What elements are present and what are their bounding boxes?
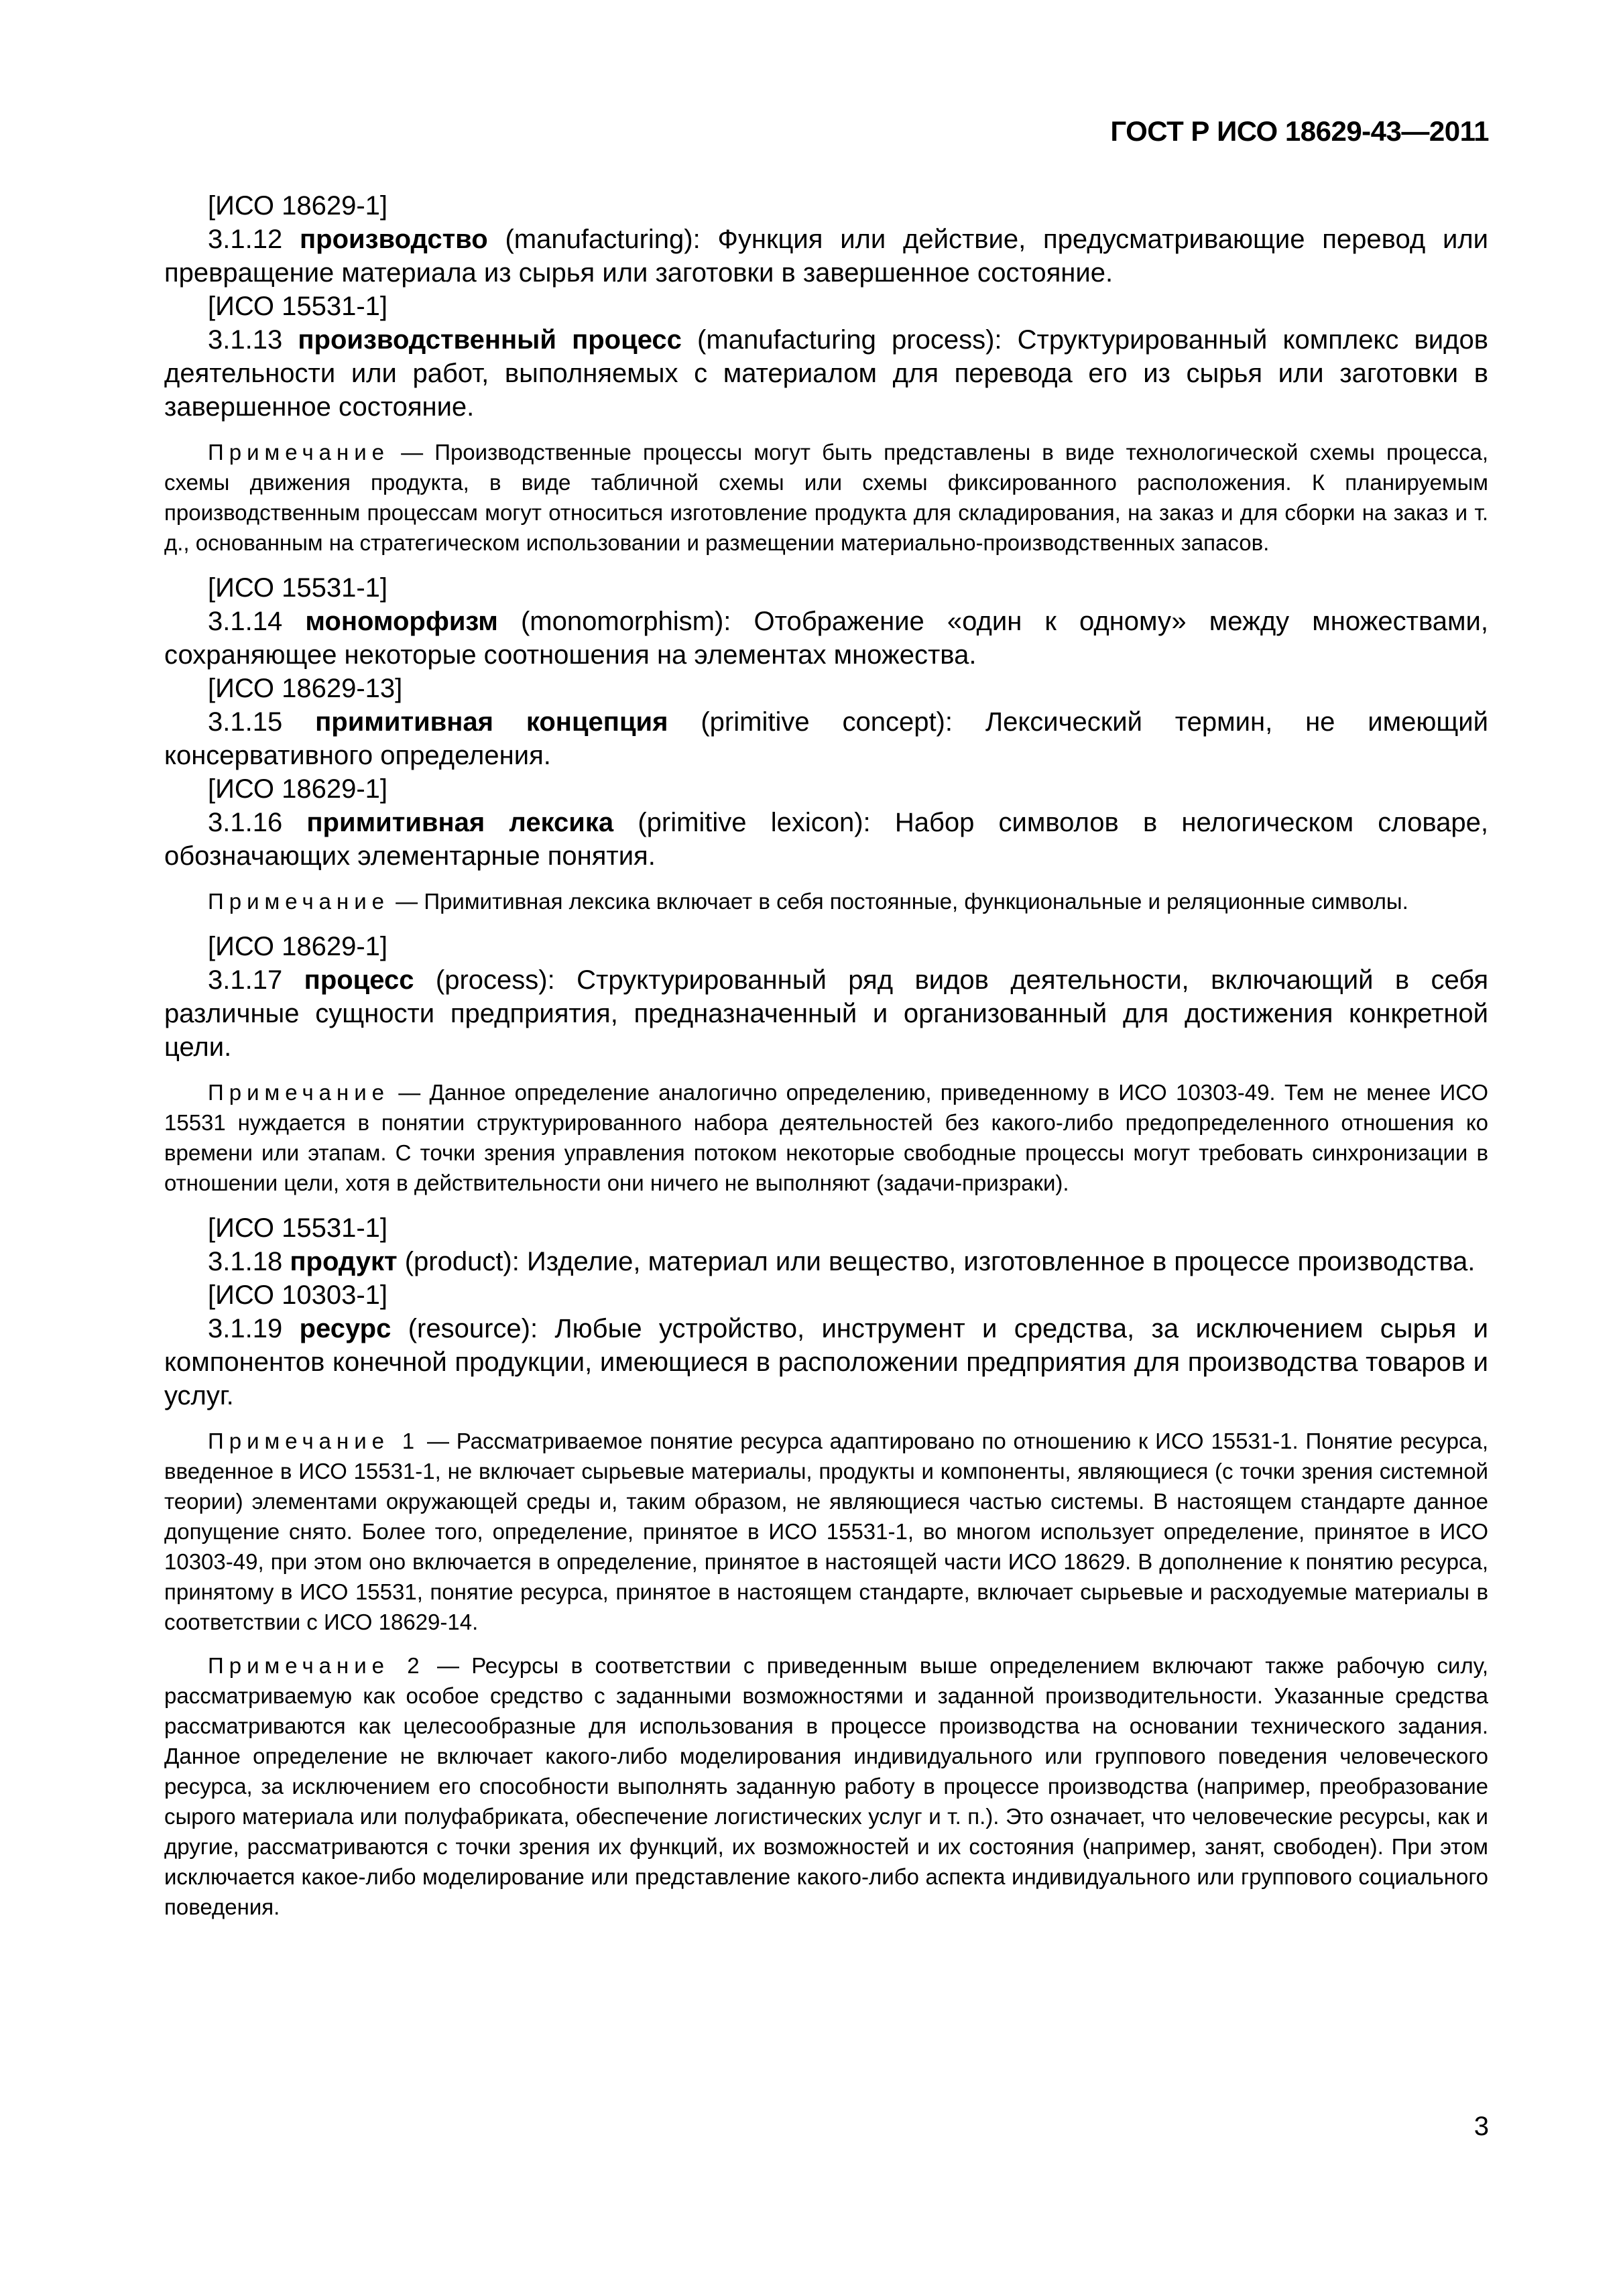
definition-term: продукт — [290, 1247, 398, 1276]
page-number: 3 — [1474, 2112, 1489, 2141]
definition-text: (primitive concept): Лексический термин, не имеющий консервативного определения. — [164, 707, 1488, 770]
note — [164, 1650, 1488, 1922]
note — [164, 1077, 1488, 1198]
definition-text: (manufacturing process): Структурированный комплекс видов деятельности или работ, выполняемых с материалом для перевода его из сырья или заготовки в завершенное состояние. — [164, 325, 1488, 422]
definition-3-1-19 — [164, 1312, 1488, 1412]
note-label: Примечание — [208, 889, 390, 914]
definition-term: производственный процесс — [298, 325, 682, 355]
definition-number: 3.1.19 — [208, 1314, 283, 1343]
reference: [ИСО 18629-1] — [208, 191, 388, 221]
reference: [ИСО 15531-1] — [208, 1213, 388, 1243]
note-text: — Рассматриваемое понятие ресурса адаптировано по отношению к ИСО 15531-1. Понятие ресурса, введенное в ИСО 15531-1, не включает сырьевые материалы, продукты и компоненты, являющиеся (с точки зрения системной теории) элементами окружающей среды и, таким образом, не являющиеся частью системы. В настоящем стандарте данное допущение снято. Более того, определение, принятое в ИСО 15531-1, во многом использует определение, принятое в ИСО 10303-49, при этом оно включается в определение, принятое в настоящей части ИСО 18629. В дополнение к понятию ресурса, принятому в ИСО 15531, понятие ресурса, принятое в настоящем стандарте, включает сырьевые и расходуемые материалы в соответствии с ИСО 18629-14. — [164, 1429, 1489, 1634]
definition-text: (resource): Любые устройство, инструмент и средства, за исключением сырья и компонентов конечной продукции, имеющиеся в расположении предприятия для производства товаров и услуг. — [164, 1314, 1488, 1410]
reference: [ИСО 18629-1] — [208, 932, 388, 961]
note-text: — Данное определение аналогично определению, приведенному в ИСО 10303-49. Тем не менее ИСО 15531 нуждается в понятии структурированного набора деятельностей без какого-либо предопределенного отношения ко времени или этапам. С точки зрения управления потоком некоторые свободные процессы могут требовать синхронизации в отношении цели, хотя в действительности они ничего не выполняют (задачи-призраки). — [164, 1080, 1488, 1195]
note — [164, 1426, 1488, 1637]
reference: [ИСО 18629-1] — [208, 774, 388, 804]
definition-text: (manufacturing): Функция или действие, предусматривающие перевод или превращение материала из сырья или заготовки в завершенное состояние. — [164, 225, 1488, 288]
definition-term: мономорфизм — [305, 607, 498, 636]
definition-3-1-17 — [164, 963, 1488, 1064]
definition-number: 3.1.14 — [208, 607, 283, 636]
definition-text: (primitive lexicon): Набор символов в нелогическом словаре, обозначающих элементарные понятия. — [164, 808, 1488, 871]
note-text: — Ресурсы в соответствии с приведенным выше определением включают также рабочую силу, рассматриваемую как особое средство с заданными возможностями и заданной производительности. Указанные средства рассматриваются как целесообразные для использования в процессе производства на основании технического задания. Данное определение не включает какого-либо моделирования индивидуального или группового поведения человеческого ресурса, за исключением его способности выполнять заданную работу в процессе производства (например, преобразование сырого материала или полуфабриката, обеспечение логистических услуг и т. п.). Это означает, что человеческие ресурсы, как и другие, рассматриваются с точки зрения их функций, их возможностей и их состояния (например, занят, свободен). При этом исключается какое-либо моделирование или представление какого-либо аспекта индивидуального или группового социального поведения. — [164, 1653, 1488, 1919]
definition-number: 3.1.15 — [208, 707, 283, 737]
definition-number: 3.1.12 — [208, 225, 283, 254]
reference: [ИСО 15531-1] — [208, 292, 388, 321]
definition-text: (product): Изделие, материал или вещество, изготовленное в процессе производства. — [397, 1247, 1476, 1276]
definition-text: (monomorphism): Отображение «один к одному» между множествами, сохраняющее некоторые соотношения на элементах множества. — [164, 607, 1488, 670]
document-body — [164, 189, 1488, 1935]
definition-3-1-16 — [164, 806, 1488, 873]
definition-number: 3.1.18 — [208, 1247, 283, 1276]
reference: [ИСО 10303-1] — [208, 1280, 388, 1310]
definition-3-1-13 — [164, 323, 1488, 424]
definition-number: 3.1.17 — [208, 965, 283, 995]
note — [164, 437, 1488, 558]
note-label: Примечание — [208, 440, 390, 465]
definition-text: (process): Структурированный ряд видов деятельности, включающий в себя различные сущности предприятия, предназначенный и организованный для достижения конкретной цели. — [164, 965, 1489, 1062]
note-label: Примечание — [208, 1080, 390, 1105]
definition-term: примитивная концепция — [315, 707, 668, 737]
definition-term: процесс — [304, 965, 414, 995]
reference: [ИСО 18629-13] — [208, 674, 403, 703]
note-text: — Производственные процессы могут быть представлены в виде технологической схемы процесса, схемы движения продукта, в виде табличной схемы или схемы фиксированного расположения. К планируемым производственным процессам могут относиться изготовление продукта для складирования, на заказ и для сборки на заказ и т. д., основанным на стратегическом использовании и размещении материально-производственных запасов. — [164, 440, 1488, 555]
note-label: Примечание 1 — [208, 1429, 420, 1453]
note-label: Примечание 2 — [208, 1653, 425, 1678]
definition-term: примитивная лексика — [306, 808, 614, 837]
definition-term: ресурс — [299, 1314, 392, 1343]
definition-3-1-14 — [164, 605, 1488, 672]
note — [164, 886, 1488, 916]
document-header: ГОСТ Р ИСО 18629-43—2011 — [1110, 115, 1489, 147]
definition-3-1-12 — [164, 223, 1488, 290]
definition-term: производство — [300, 225, 488, 254]
definition-number: 3.1.16 — [208, 808, 283, 837]
definition-3-1-18 — [164, 1245, 1488, 1278]
definition-number: 3.1.13 — [208, 325, 283, 355]
note-text: — Примитивная лексика включает в себя постоянные, функциональные и реляционные символы. — [389, 889, 1408, 914]
definition-3-1-15 — [164, 705, 1488, 772]
reference: [ИСО 15531-1] — [208, 573, 388, 603]
